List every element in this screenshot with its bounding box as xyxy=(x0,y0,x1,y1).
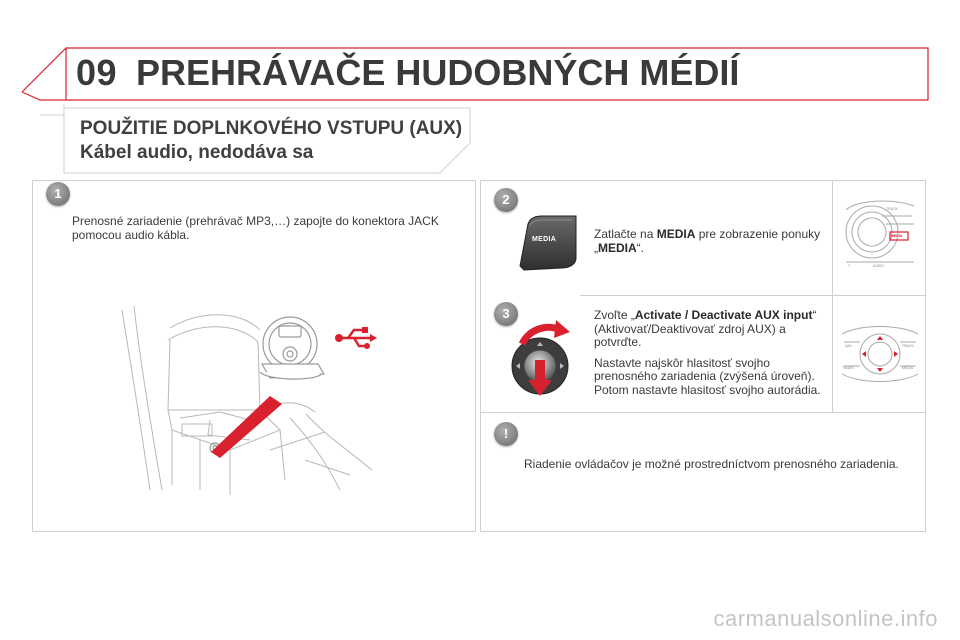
thumb-nav-label: NAV xyxy=(845,344,852,348)
jack-closeup-illustration xyxy=(252,312,332,387)
step3-paragraph-2: Nastavte najskôr hlasitosť svojho prenosného zariadenia (zvýšená úroveň). Potom nastavte hlasitosť svojho autorádia. xyxy=(594,355,821,397)
step2-text-part: pre zobrazenie ponuky „ xyxy=(594,227,821,255)
step2-text-part: Zatlačte na xyxy=(594,227,657,241)
section-title: POUŽITIE DOPLNKOVÉHO VSTUPU (AUX) xyxy=(80,118,463,139)
media-panel-thumbnail xyxy=(842,196,918,272)
step2-badge: 2 xyxy=(494,188,518,212)
step3-paragraph-1 xyxy=(594,309,826,350)
step3-text-part: “ (Aktivovať/Deaktivovať zdroj AUX) a potvrďte. xyxy=(594,308,817,349)
media-button-illustration xyxy=(506,214,580,272)
footer-watermark: carmanualsonline.info xyxy=(713,606,938,631)
section-subtitle: Kábel audio, nedodáva sa xyxy=(80,142,314,163)
note-divider xyxy=(480,412,926,413)
knob-panel-thumbnail xyxy=(840,324,920,384)
step2-text-part: “. xyxy=(636,240,645,255)
media-button-label: MEDIA xyxy=(532,236,557,243)
usb-icon xyxy=(334,326,378,350)
step2-bold-media-menu: MEDIA xyxy=(598,240,637,255)
rotary-knob-illustration xyxy=(508,318,584,400)
step-divider xyxy=(580,295,926,296)
step3-text-part: Zvoľte „ xyxy=(594,308,635,322)
thumb-track-label: TRACK xyxy=(886,207,898,211)
thumb-track-label-2: TRACK xyxy=(902,344,914,348)
step3-text xyxy=(594,309,826,397)
step2-bold-media: MEDIA xyxy=(656,227,696,241)
thumb-radio-label: RADIO xyxy=(843,366,855,370)
step3-badge: 3 xyxy=(494,302,518,326)
chapter-title: PREHRÁVAČE HUDOBNÝCH MÉDIÍ xyxy=(136,52,740,93)
thumb-media-label-2: MEDIA xyxy=(902,366,914,370)
chapter-number: 09 xyxy=(76,52,118,93)
thumb-audio-label: AUDIO xyxy=(873,264,885,268)
step3-bold-option: Activate / Deactivate AUX input xyxy=(634,308,813,322)
thumb-t-label: T xyxy=(848,264,851,268)
note-text: Riadenie ovládačov je možné prostredníctvom prenosného zariadenia. xyxy=(524,457,899,471)
step1-text: Prenosné zariadenie (prehrávač MP3,…) zapojte do konektora JACK pomocou audio kábla. xyxy=(72,214,439,242)
step1-badge: 1 xyxy=(46,182,70,206)
note-warning-icon: ! xyxy=(494,422,518,446)
step2-text xyxy=(594,228,824,255)
right-column-divider xyxy=(832,180,833,412)
thumb-media-label: MEDIA xyxy=(891,234,903,238)
